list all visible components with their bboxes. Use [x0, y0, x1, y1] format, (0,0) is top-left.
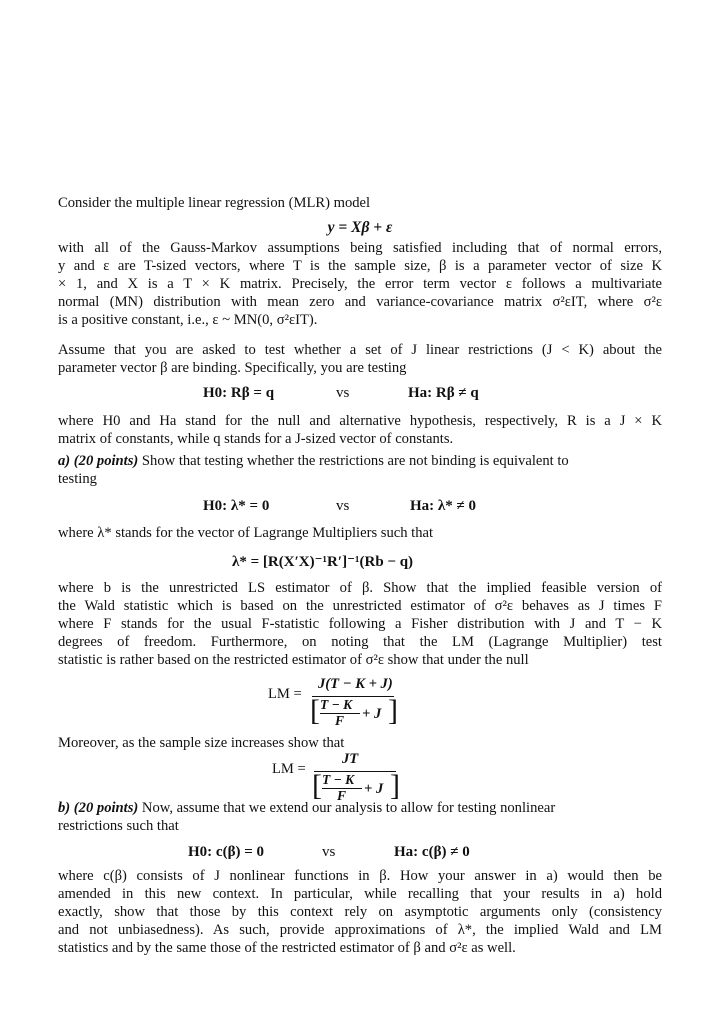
part-b-line-2: restrictions such that	[58, 818, 179, 834]
part-b-text: Now, assume that we extend our analysis to allow for testing nonlinear	[141, 800, 556, 816]
h2-alternative: Ha: λ* ≠ 0	[410, 498, 477, 514]
part-a-text: Show that testing whether the restrictions are not binding is equivalent to	[141, 453, 569, 469]
lm2-den-denominator: F	[337, 788, 347, 803]
p3-line-1: where H0 and Ha stand for the null and alternative hypothesis, respectively, R is a J × K	[58, 413, 662, 429]
p1-line-4: normal (MN) distribution with mean zero and variance-covariance matrix σ²εIT, where σ²ε	[58, 294, 662, 310]
lm1-plus-j: + J	[362, 706, 382, 722]
part-b-label: b) (20 points)	[58, 800, 139, 816]
lm1-numerator: J(T − K + J)	[318, 676, 393, 692]
lambda-equation: λ* = [R(X′X)⁻¹R′]⁻¹(Rb − q)	[232, 554, 414, 570]
h3-vs: vs	[322, 844, 336, 860]
p5-line-2: the Wald statistic which is based on the unrestricted estimator of σ²ε behaves as J times F	[58, 598, 662, 614]
part-a-line-1	[58, 452, 662, 470]
p7-line-3: exactly, show that those by this context rely on asymptotic arguments only (consistency	[58, 904, 662, 920]
h1-alternative: Ha: Rβ ≠ q	[408, 385, 479, 401]
lm1-den-numerator: T − K	[320, 697, 353, 712]
lm1-left-bracket: [	[310, 694, 320, 727]
lm2-lhs: LM =	[272, 761, 306, 777]
intro-sentence: Consider the multiple linear regression (MLR) model	[58, 195, 371, 211]
h3-alternative: Ha: c(β) ≠ 0	[394, 844, 470, 860]
p1-line-3: × 1, and X is a T × K matrix. Precisely, the error term vector ε follows a multivariate	[58, 276, 662, 292]
h3-null: H0: c(β) = 0	[188, 844, 265, 860]
h1-vs: vs	[336, 385, 350, 401]
lm2-left-bracket: [	[312, 769, 322, 802]
lm1-right-bracket: ]	[388, 694, 398, 727]
lm2-den-numerator: T − K	[322, 772, 355, 787]
model-equation: y = Xβ + ε	[327, 219, 393, 236]
p5-line-4: degrees of freedom. Furthermore, on noting that the LM (Lagrange Multiplier) test	[58, 634, 662, 650]
p5-line-3: where F stands for the usual F-statistic following a Fisher distribution with J and T − K	[58, 616, 662, 632]
lm1-den-denominator: F	[335, 713, 345, 728]
part-b-line-1	[58, 799, 662, 817]
p4-line: where λ* stands for the vector of Lagrange Multipliers such that	[58, 525, 434, 541]
p7-line-5: statistics and by the same those of the restricted estimator of β and σ²ε as well.	[58, 940, 516, 956]
p1-line-1: with all of the Gauss-Markov assumptions being satisfied including that of normal errors,	[58, 240, 662, 256]
p5-line-5: statistic is rather based on the restricted estimator of σ²ε show that under the null	[58, 652, 529, 668]
part-a-line-2: testing	[58, 471, 97, 487]
h2-vs: vs	[336, 498, 350, 514]
lm1-lhs: LM =	[268, 686, 302, 702]
p1-line-5: is a positive constant, i.e., ε ~ MN(0, σ²εIT).	[58, 312, 318, 328]
p7-line-4: and not unbiasedness). As such, provide approximations of λ*, the implied Wald and LM	[58, 922, 662, 938]
p5-line-1: where b is the unrestricted LS estimator of β. Show that the implied feasible version of	[58, 580, 662, 596]
p2-line-1: Assume that you are asked to test whether a set of J linear restrictions (J < K) about the	[58, 342, 662, 358]
p3-line-2: matrix of constants, while q stands for a J-sized vector of constants.	[58, 431, 454, 447]
h2-null: H0: λ* = 0	[203, 498, 270, 514]
p6-line: Moreover, as the sample size increases show that	[58, 735, 345, 751]
p2-line-2: parameter vector β are binding. Specifically, you are testing	[58, 360, 407, 376]
lm2-plus-j: + J	[364, 781, 384, 797]
h1-null: H0: Rβ = q	[203, 385, 275, 401]
p1-line-2: y and ε are T-sized vectors, where T is the sample size, β is a parameter vector of size K	[58, 258, 662, 274]
p7-line-1: where c(β) consists of J nonlinear functions in β. How your answer in a) would then be	[58, 868, 662, 884]
part-a-label: a) (20 points)	[58, 453, 139, 469]
lm2-numerator: JT	[342, 751, 359, 767]
lm2-right-bracket: ]	[390, 769, 400, 802]
p7-line-2: amended in this new context. In particular, while recalling that your results in a) hold	[58, 886, 662, 902]
